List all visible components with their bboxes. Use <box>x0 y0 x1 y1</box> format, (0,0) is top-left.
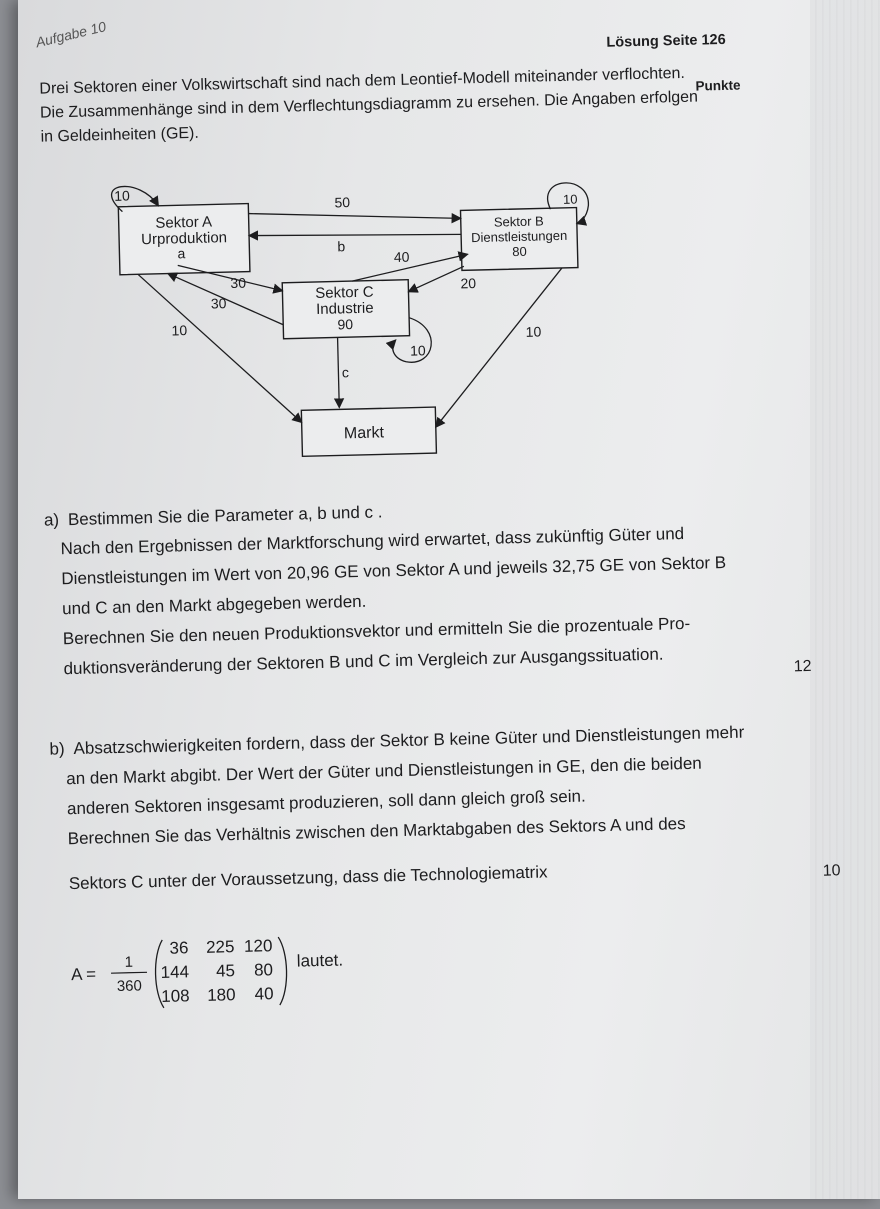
matrix-denominator: 360 <box>116 977 143 996</box>
matrix-cell: 108 <box>161 986 190 1006</box>
flow-label-b-to-c: 40 <box>393 248 410 266</box>
sector-b-name: Sektor B <box>493 213 544 230</box>
technology-matrix <box>70 928 412 1021</box>
interdependence-diagram <box>0 0 877 490</box>
points-header: Punkte <box>695 77 741 94</box>
matrix-cell: 36 <box>169 938 189 958</box>
task-b-line: Sektors C unter der Voraussetzung, dass die Technologiematrix <box>68 862 548 894</box>
sector-a-value: a <box>177 245 186 262</box>
task-a-line: Bestimmen Sie die Parameter a, b und c . <box>67 502 383 530</box>
sector-c-value: 90 <box>337 316 354 333</box>
task-a-line: duktionsveränderung der Sektoren B und C im Vergleich zur Ausgangssituation. <box>63 644 664 679</box>
matrix-cell: 225 <box>205 937 235 957</box>
matrix-suffix: lautet. <box>296 950 344 971</box>
sector-c-name: Sektor C <box>315 283 374 302</box>
flow-a-to-b <box>249 208 461 223</box>
right-bracket <box>278 937 287 1005</box>
task-a-line: und C an den Markt abgegeben werden. <box>61 591 367 619</box>
flow-b-to-c <box>408 266 465 291</box>
sector-b-type: Dienstleistungen <box>470 227 568 246</box>
market-label: Markt <box>343 424 385 443</box>
sector-a-name: Sektor A <box>155 213 213 232</box>
matrix-figure <box>70 928 412 1016</box>
task-a-line: Dienstleistungen im Wert von 20,96 GE von Sektor A und jeweils 32,75 GE von Sektor B <box>61 553 727 589</box>
flow-c-to-market <box>338 337 340 407</box>
flow-label-c-to-a: 30 <box>210 295 227 312</box>
task-b-line: Absatzschwierigkeiten fordern, dass der Sektor B keine Güter und Dienstleistungen mehr <box>73 722 745 759</box>
intro-line: in Geldeinheiten (GE). <box>40 124 200 146</box>
flow-label-c-self: 10 <box>409 342 426 359</box>
matrix-cell: 144 <box>160 962 190 982</box>
flow-label-c-to-market: c <box>341 364 350 381</box>
solution-reference: Lösung Seite 126 <box>606 31 726 51</box>
sector-c-type: Industrie <box>315 299 374 318</box>
intro-line: Drei Sektoren einer Volkswirtschaft sind nach dem Leontief-Modell miteinander verflochten. <box>39 64 686 98</box>
flow-a-to-market <box>138 270 302 426</box>
flow-label-a-self: 10 <box>114 187 131 204</box>
matrix-numerator: 1 <box>124 953 134 971</box>
flow-c-to-b <box>352 254 469 281</box>
flow-label-c-to-b: 20 <box>460 275 477 292</box>
task-title: Aufgabe 10 <box>34 18 108 51</box>
matrix-prefix: A = <box>70 964 97 985</box>
flow-label-a-to-c: 30 <box>230 274 247 292</box>
intro-line: Die Zusammenhänge sind in dem Verflechtungsdiagramm zu ersehen. Die Angaben erfolgen <box>39 88 699 122</box>
task-a-line: Berechnen Sie den neuen Produktionsvektor und ermitteln Sie die prozentuale Pro- <box>62 613 691 649</box>
flow-label-a-to-b: 50 <box>334 194 351 211</box>
task-b-line: anderen Sektoren insgesamt produzieren, soll dann gleich groß sein. <box>66 786 586 819</box>
sector-b-value: 80 <box>512 243 527 260</box>
matrix-cell: 80 <box>253 960 274 980</box>
flow-b-to-a <box>249 230 461 239</box>
task-b-line: Berechnen Sie das Verhältnis zwischen den Marktabgaben des Sektors A und des <box>67 814 686 849</box>
task-a-line: Nach den Ergebnissen der Marktforschung wird erwartet, dass zukünftig Güter und <box>60 524 685 559</box>
flow-b-to-market <box>432 268 566 427</box>
matrix-cell: 40 <box>254 984 274 1004</box>
sector-a-type: Urproduktion <box>140 229 228 249</box>
flow-label-b-self: 10 <box>562 191 578 207</box>
flow-label-a-to-market: 10 <box>171 322 188 339</box>
flow-label-b-to-a: b <box>337 238 346 255</box>
task-b-label: b) <box>49 739 65 759</box>
flow-label-b-to-market: 10 <box>525 323 542 340</box>
task-a-label: a) <box>43 510 60 530</box>
task-a-points: 12 <box>793 657 812 676</box>
matrix-cell: 180 <box>206 985 236 1005</box>
task-b-points: 10 <box>822 862 841 880</box>
task-b-line: an den Markt abgibt. Der Wert der Güter und Dienstleistungen in GE, den die beiden <box>66 753 702 789</box>
fraction-bar <box>111 972 147 973</box>
matrix-cell: 120 <box>243 936 273 956</box>
matrix-cell: 45 <box>215 961 236 981</box>
